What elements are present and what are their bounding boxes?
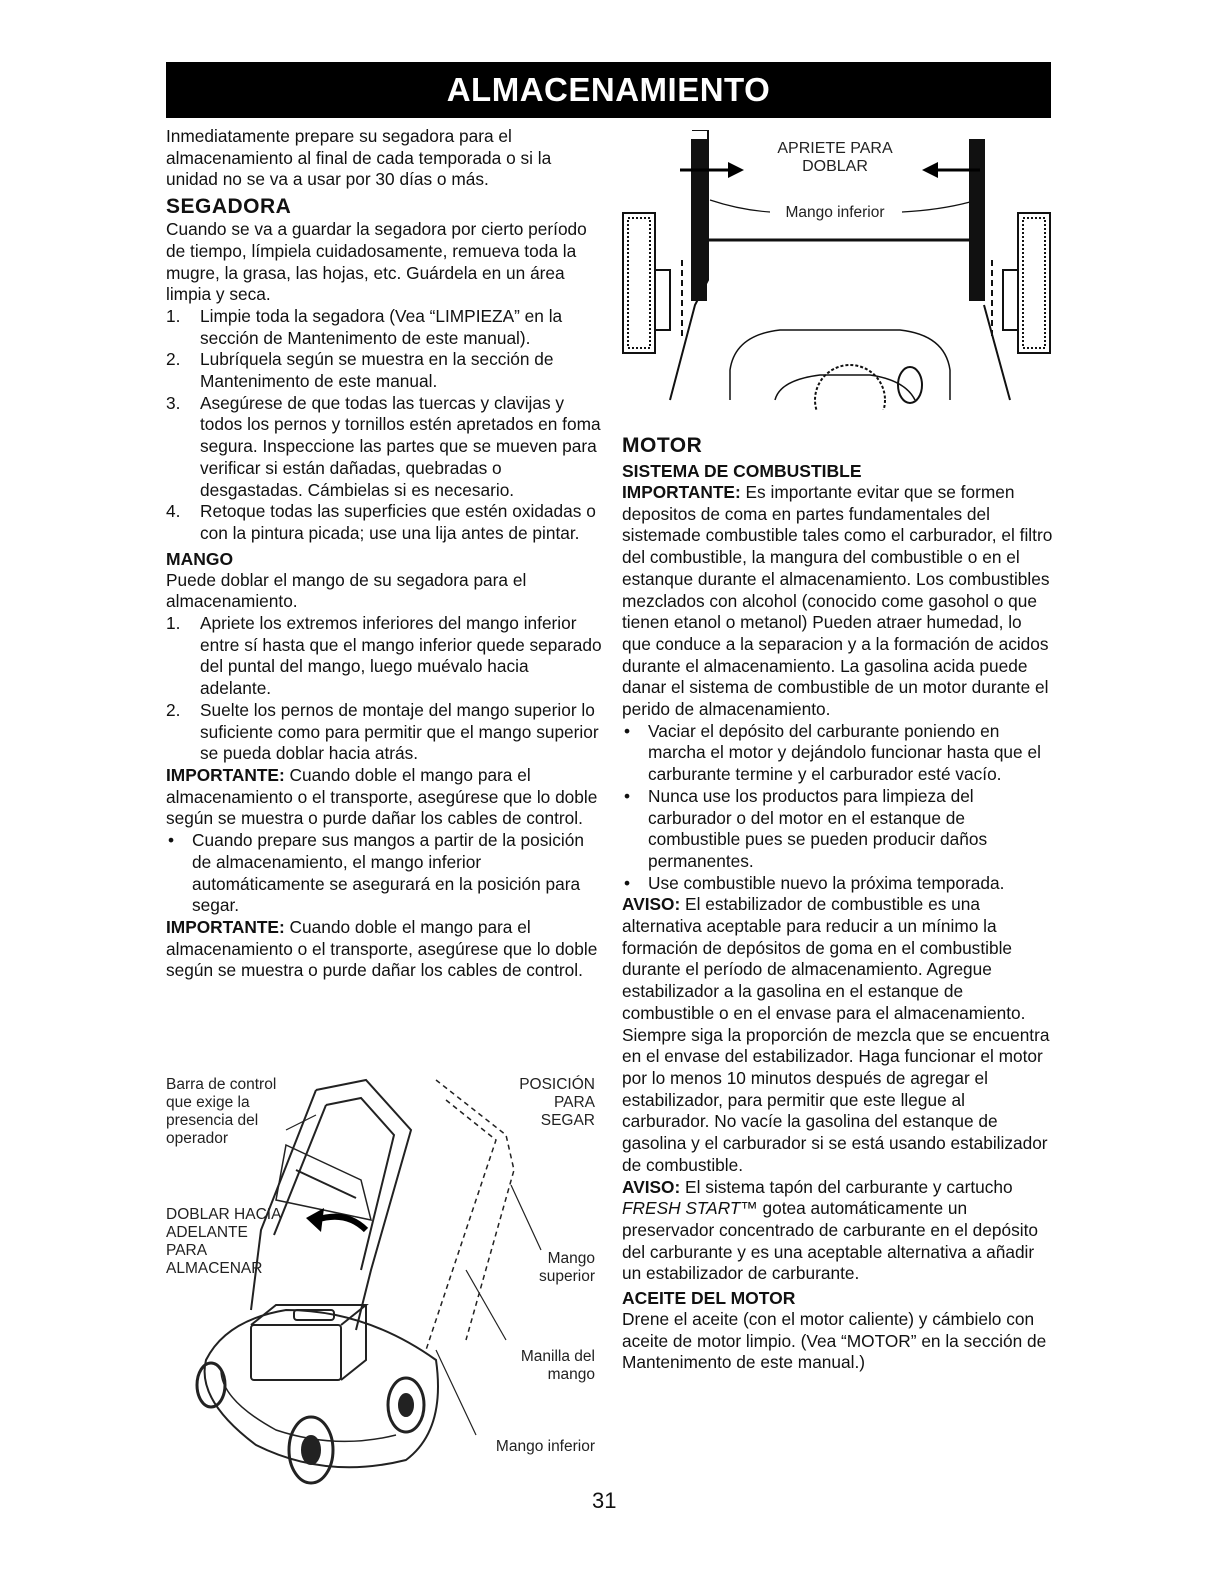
aviso-label: AVISO: <box>622 894 681 915</box>
step-text: Apriete los extremos inferiores del mango inferior entre sí hasta que el mango inferior quede separado del puntal del mango, luego muévalo hacia adelante. <box>200 613 602 699</box>
label-mango-inferior-2: Mango inferior <box>785 204 885 221</box>
sistema-combustible-heading: SISTEMA DE COMBUSTIBLE <box>622 461 862 481</box>
bullet-text: Nunca use los productos para limpieza del carburador o del motor en el estanque de combustible pues se pueden producir daños permanentes. <box>648 785 988 871</box>
list-item <box>166 349 602 392</box>
step-text: Asegúrese de que todas las tuercas y clavijas y todos los pernos y tornillos estén apretados en foma segura. Inspeccione las partes que se mueven para verificar si están dañadas, quebradas o desgastadas. Cámbielas si es necesario. <box>200 392 601 500</box>
step-text: Lubríquela según se muestra en la sección de Mantenimento de este manual. <box>200 349 554 392</box>
important-label: IMPORTANTE: <box>166 764 285 785</box>
label-apriete: APRIETE PARA DOBLAR <box>777 140 893 175</box>
label-doblar: DOBLAR HACIA ADELANTE PARA ALMACENAR <box>166 1206 281 1277</box>
mango-text: Puede doblar el mango de su segadora para el almacenamiento. <box>166 569 527 612</box>
left-column <box>166 126 602 982</box>
aceite-text: Drene el aceite (con el motor caliente) y cámbielo con aceite de motor limpio. (Vea “MOTOR” en la sección de Mantenimento de este manual.) <box>622 1309 1047 1373</box>
step-number: 1. <box>166 613 181 634</box>
motor-important <box>622 482 1054 721</box>
bullet-text: Use combustible nuevo la próxima temporada. <box>648 872 1005 893</box>
aviso-text: El estabilizador de combustible es una alternativa aceptable para reducir a un mínimo la formación de depósitos de goma en el combustible durante el período de almacenamiento. Agregue estabilizador a la gasolina en el estanque de combustible o en el envase para el almacenamiento. Siempre siga la proporción de mezcla que se encuentra en el envase del estabilizador. Haga funcionar el motor por lo menos 10 minutos después de agregar el estabilizador, para permitir que este llegue al carburador. No vacíe la gasolina del estanque de gasolina y el carburador si se está usando estabilizador de combustible. <box>622 894 1050 1175</box>
page-title-banner: ALMACENAMIENTO <box>166 62 1051 118</box>
mango-heading: MANGO <box>166 548 234 569</box>
bullet-mark: • <box>624 785 631 806</box>
aviso-text: El sistema tapón del carburante y cartucho <box>680 1176 1013 1197</box>
important-label: IMPORTANTE: <box>622 482 741 502</box>
list-item <box>166 393 602 502</box>
list-item <box>166 501 602 544</box>
label-barra-control: Barra de control que exige la presencia del operador <box>166 1076 277 1147</box>
aviso-text-end: gotea automáticamente un preservador concentrado de carburante en el depósito del carburante y es una aceptable alternativa a añadir un estabilizador de carburante. <box>622 1198 1038 1284</box>
step-number: 2. <box>166 699 181 720</box>
mango-bullet-text: Cuando prepare sus mangos a partir de la posición de almacenamiento, el mango inferior automáticamente se asegurará en la posición para segar. <box>192 830 584 916</box>
mango-steps <box>166 613 602 765</box>
bullet-mark: • <box>624 872 631 893</box>
page-number: 31 <box>592 1488 617 1513</box>
list-item <box>622 873 1054 895</box>
label-mango-superior: Mango superior <box>539 1250 595 1285</box>
bullet-text: Vaciar el depósito del carburante poniendo en marcha el motor y dejándolo funcionar hasta que el carburante termine y el carburador esté vacío. <box>648 720 1041 785</box>
mango-bullet: • Cuando prepare sus mangos a partir de la posición de almacenamiento, el mango inferior automáticamente se asegurará en la posición para segar. <box>166 830 602 917</box>
step-text: Limpie toda la segadora (Vea “LIMPIEZA” en la sección de Mantenimento de este manual). <box>200 305 563 348</box>
list-item <box>166 613 602 700</box>
segadora-text: Cuando se va a guardar la segadora por cierto período de tiempo, límpiela cuidadosamente, remueva toda la mugre, la grasa, las hojas, etc. Guárdela en un área limpia y seca. <box>166 219 587 305</box>
important-label: IMPORTANTE: <box>166 916 285 937</box>
right-column <box>622 434 1054 1374</box>
step-number: 3. <box>166 392 181 413</box>
motor-heading: MOTOR <box>622 434 703 457</box>
important-text: Es importante evitar que se formen depositos de coma en partes fundamentales del sistemade combustible tales como el carburador, el filtro del combustible, la mangura del combustible o en el estanque durante el almacenamiento. Los combustibles mezclados con alcohol (conocido come gasohol o que tienen etanol o metanol) Pueden atraer humedad, lo que conduce a la separacion y a la formación de acidos durante el almacenamiento. La gasolina acida puede danar el sistema de combustible de un motor durante el perido de almacenamiento. <box>622 482 1053 720</box>
segadora-steps <box>166 306 602 545</box>
list-item <box>166 306 602 349</box>
list-item <box>166 700 602 765</box>
step-text: Suelte los pernos de montaje del mango superior lo suficiente como para permitir que el mango superior se pueda doblar hacia atrás. <box>200 699 599 764</box>
motor-bullets <box>622 721 1054 895</box>
label-manilla: Manilla del mango <box>520 1348 595 1383</box>
step-number: 4. <box>166 501 181 522</box>
segadora-heading: SEGADORA <box>166 195 292 219</box>
bullet-mark: • <box>624 720 631 741</box>
mango-important-2 <box>166 917 602 982</box>
step-number: 2. <box>166 349 181 370</box>
important-text: Cuando doble el mango para el almacenamiento o el transporte, asegúrese que lo doble según se muestra o purde dañar los cables de control. <box>166 764 598 829</box>
aviso-1 <box>622 894 1054 1176</box>
important-text: Cuando doble el mango para el almacenamiento o el transporte, asegúrese que lo doble según se muestra o purde dañar los cables de control. <box>166 916 598 981</box>
aviso-2 <box>622 1177 1054 1286</box>
list-item <box>622 721 1054 786</box>
aviso-label: AVISO: <box>622 1176 681 1197</box>
aceite-heading: ACEITE DEL MOTOR <box>622 1288 796 1309</box>
label-posicion-segar: POSICIÓN PARA SEGAR <box>519 1076 595 1129</box>
brand-name: FRESH START™ <box>622 1198 758 1219</box>
label-mango-inferior-1: Mango inferior <box>495 1438 595 1455</box>
step-number: 1. <box>166 305 181 326</box>
step-text: Retoque todas las superficies que estén oxidadas o con la pintura picada; use una lija antes de pintar. <box>200 501 596 543</box>
list-item <box>622 786 1054 873</box>
intro-paragraph: Inmediatamente prepare su segadora para el almacenamiento al final de cada temporada o si la unidad no se va a usar por 30 días o más. <box>166 126 552 190</box>
mango-important-1 <box>166 765 602 830</box>
